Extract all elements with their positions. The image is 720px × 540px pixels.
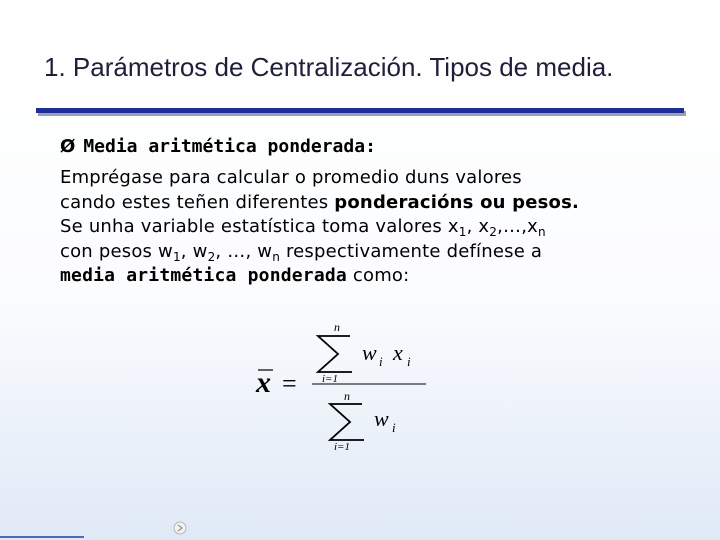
- body-line-2-text: cando estes teñen diferentes: [60, 191, 335, 213]
- body-line-2-bold: ponderacións ou pesos.: [334, 191, 580, 213]
- body-line-5-bold: media aritmética ponderada: [60, 265, 347, 287]
- var-wn: , …, w: [215, 240, 273, 262]
- sub-1: 1: [458, 225, 467, 240]
- den-w: w: [374, 406, 389, 431]
- body-line-1: Emprégase para calcular o promedio duns valores: [60, 167, 522, 188]
- body-line-5-post: como:: [346, 265, 410, 287]
- body-line-3: [60, 215, 690, 240]
- body-line-4-post: respectivamente defínese a: [280, 240, 543, 262]
- body-line-2: [60, 191, 690, 216]
- slide-nav-icon[interactable]: [173, 521, 187, 535]
- sub-w1: 1: [172, 249, 181, 264]
- num-upper-limit: n: [334, 320, 340, 334]
- bullet-heading: [60, 136, 376, 157]
- den-w-index: i: [392, 420, 396, 435]
- var-xn: ,…,x: [497, 216, 539, 238]
- num-w-index: i: [379, 354, 383, 369]
- body-line-3-text: Se unha variable estatística toma valores: [60, 216, 448, 238]
- body-line-4-text: con pesos w: [60, 240, 173, 262]
- num-w: w: [362, 340, 377, 365]
- sub-wn: n: [272, 249, 281, 264]
- bullet-heading-text: Media aritmética ponderada:: [83, 136, 376, 157]
- body-paragraph: [60, 166, 690, 289]
- var-x2: , x: [466, 216, 490, 238]
- num-x: x: [393, 340, 403, 365]
- num-lower-limit: i=1: [322, 373, 338, 385]
- var-x: x: [447, 216, 459, 238]
- title-underline: [36, 108, 684, 113]
- weighted-mean-formula: [250, 320, 440, 460]
- sub-2: 2: [489, 225, 498, 240]
- sub-n: n: [538, 225, 546, 240]
- den-sigma-icon: [330, 404, 364, 440]
- den-lower-limit: i=1: [334, 441, 350, 453]
- body-line-4: [60, 240, 690, 265]
- formula-equals: =: [282, 369, 297, 398]
- num-sigma-icon: [318, 336, 352, 372]
- footer-accent-line: [0, 536, 84, 538]
- var-w2: , w: [180, 240, 208, 262]
- slide-title: 1. Parámetros de Centralización. Tipos de media.: [44, 52, 614, 82]
- den-upper-limit: n: [344, 389, 350, 403]
- arrow-bullet-icon: Ø: [60, 136, 76, 157]
- sub-w2: 2: [207, 249, 216, 264]
- formula-lhs: x: [256, 366, 271, 399]
- num-x-index: i: [407, 354, 411, 369]
- body-line-5: [60, 264, 690, 289]
